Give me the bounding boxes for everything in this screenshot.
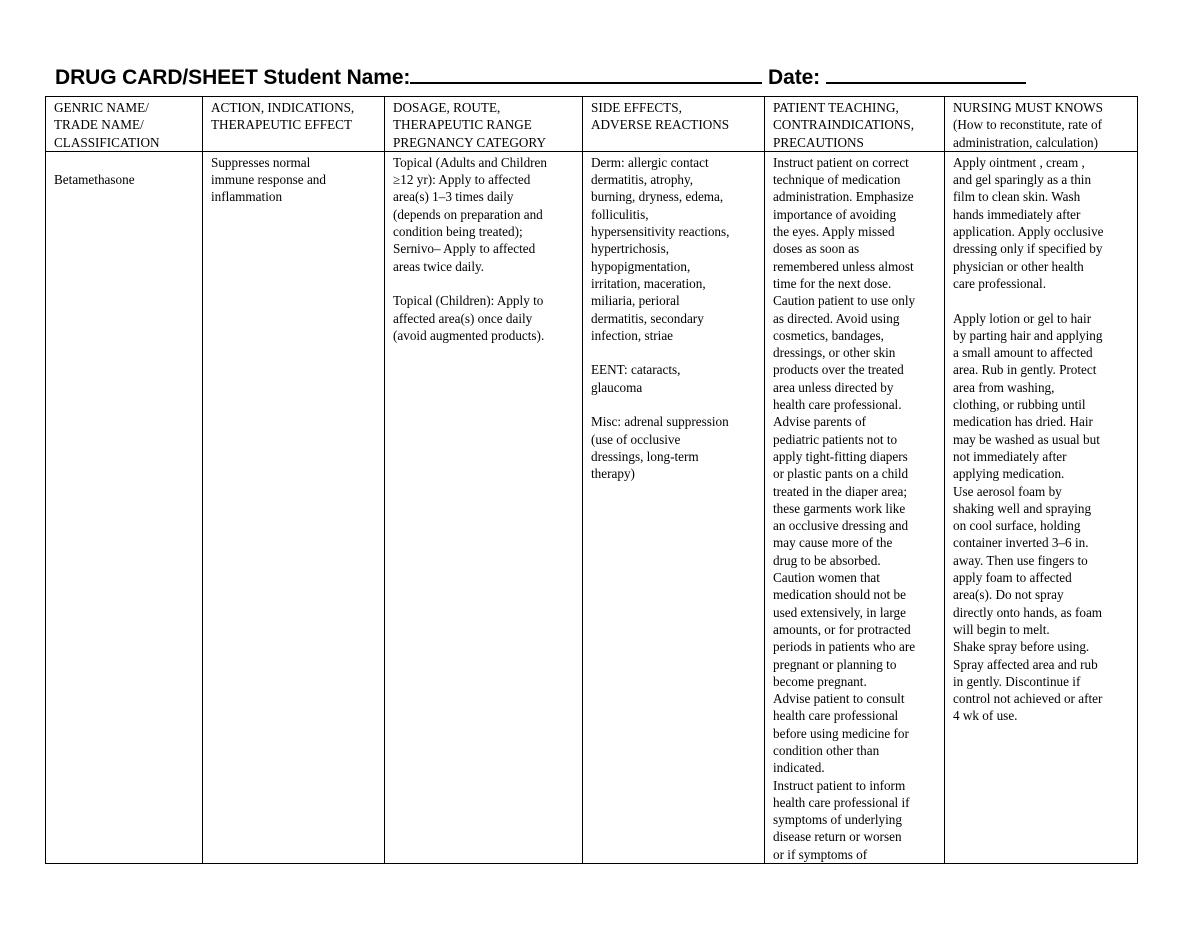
generic-name-text: Betamethasone [54, 171, 135, 187]
column-header-nursing-must-knows: NURSING MUST KNOWS (How to reconstitute, rate of administration, calculation) [945, 97, 1138, 152]
header-row [46, 97, 1138, 152]
column-header-patient-teaching: PATIENT TEACHING, CONTRAINDICATIONS, PRECAUTIONS [765, 97, 945, 152]
nursing-must-knows-cell: Apply ointment , cream , and gel sparingly as a thin film to clean skin. Wash hands immediately after application. Apply occlusive dressing only if specified by physician or other health care professional. Apply lotion or gel to hair by parting hair and applying a small amount to affected area. Rub in gently. Protect area from washing, clothing, or rubbing until medication has dried. Hair may be washed as usual but not immediately after applying medication. Use aerosol foam by shaking well and spraying on cool surface, holding container inverted 3–6 in. away. Then use fingers to apply foam to affected area(s). Do not spray directly onto hands, as foam will begin to melt. Shake spray before using. Spray affected area and rub in gently. Discontinue if control not achieved or after 4 wk of use. [945, 151, 1138, 863]
column-header-action: ACTION, INDICATIONS, THERAPEUTIC EFFECT [203, 97, 385, 152]
side-effects-cell: Derm: allergic contact dermatitis, atrophy, burning, dryness, edema, folliculitis, hypersensitivity reactions, hypertrichosis, hypopigmentation, irritation, maceration, miliaria, perioral dermatitis, secondary infection, striae EENT: cataracts, glaucoma Misc: adrenal suppression (use of occlusive dressings, long-term therapy) [583, 151, 765, 863]
column-header-generic-name: GENRIC NAME/ TRADE NAME/ CLASSIFICATION [46, 97, 203, 152]
page-title [55, 64, 1026, 90]
student-name-blank [410, 64, 762, 84]
generic-name-cell [46, 151, 203, 863]
drug-card-table [45, 96, 1138, 864]
date-blank [826, 64, 1026, 84]
action-cell: Suppresses normal immune response and inflammation [203, 151, 385, 863]
title-text: DRUG CARD/SHEET Student Name: [55, 66, 411, 89]
date-label: Date: [768, 66, 821, 89]
dosage-cell: Topical (Adults and Children ≥12 yr): Apply to affected area(s) 1–3 times daily (depends on preparation and condition being treated); Sernivo– Apply to affected areas twice daily. Topical (Children): Apply to affected area(s) once daily (avoid augmented products). [385, 151, 583, 863]
column-header-dosage: DOSAGE, ROUTE, THERAPEUTIC RANGE PREGNANCY CATEGORY [385, 97, 583, 152]
table-row [46, 151, 1138, 863]
column-header-side-effects: SIDE EFFECTS, ADVERSE REACTIONS [583, 97, 765, 152]
patient-teaching-cell: Instruct patient on correct technique of medication administration. Emphasize importance of avoiding the eyes. Apply missed doses as soon as remembered unless almost time for the next dose. Caution patient to use only as directed. Avoid using cosmetics, bandages, dressings, or other skin products over the treated area unless directed by health care professional. Advise parents of pediatric patients not to apply tight-fitting diapers or plastic pants on a child treated in the diaper area; these garments work like an occlusive dressing and may cause more of the drug to be absorbed. Caution women that medication should not be used extensively, in large amounts, or for protracted periods in patients who are pregnant or planning to become pregnant. Advise patient to consult health care professional before using medicine for condition other than indicated. Instruct patient to inform health care professional if symptoms of underlying disease return or worsen or if symptoms of [765, 151, 945, 863]
